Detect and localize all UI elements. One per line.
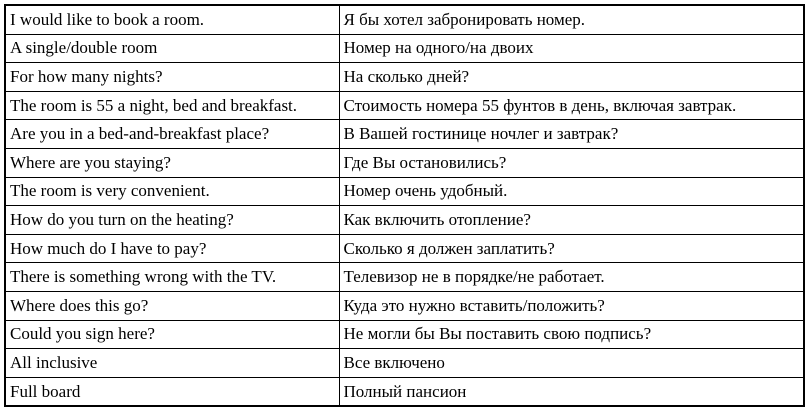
english-phrase: Full board	[5, 377, 339, 406]
russian-translation: Я бы хотел забронировать номер.	[339, 5, 804, 34]
russian-translation: Все включено	[339, 349, 804, 378]
russian-translation: Куда это нужно вставить/положить?	[339, 291, 804, 320]
table-row	[5, 63, 804, 92]
russian-translation: Телевизор не в порядке/не работает.	[339, 263, 804, 292]
english-phrase: Where are you staying?	[5, 148, 339, 177]
russian-translation: Где Вы остановились?	[339, 148, 804, 177]
table-row	[5, 148, 804, 177]
russian-translation: Номер на одного/на двоих	[339, 34, 804, 63]
english-phrase: All inclusive	[5, 349, 339, 378]
english-phrase: Could you sign here?	[5, 320, 339, 349]
english-phrase: How do you turn on the heating?	[5, 206, 339, 235]
table-row	[5, 263, 804, 292]
russian-translation: Стоимость номера 55 фунтов в день, включая завтрак.	[339, 91, 804, 120]
table-row	[5, 34, 804, 63]
table-row	[5, 234, 804, 263]
russian-translation: Не могли бы Вы поставить свою подпись?	[339, 320, 804, 349]
table-row	[5, 349, 804, 378]
english-phrase: For how many nights?	[5, 63, 339, 92]
table-row	[5, 120, 804, 149]
russian-translation: В Вашей гостинице ночлег и завтрак?	[339, 120, 804, 149]
russian-translation: На сколько дней?	[339, 63, 804, 92]
russian-translation: Полный пансион	[339, 377, 804, 406]
table-row	[5, 5, 804, 34]
table-row	[5, 91, 804, 120]
english-phrase: There is something wrong with the TV.	[5, 263, 339, 292]
table-row	[5, 206, 804, 235]
english-phrase: A single/double room	[5, 34, 339, 63]
table-row	[5, 177, 804, 206]
english-phrase: How much do I have to pay?	[5, 234, 339, 263]
table-row	[5, 291, 804, 320]
english-phrase: I would like to book a room.	[5, 5, 339, 34]
english-phrase: Are you in a bed-and-breakfast place?	[5, 120, 339, 149]
russian-translation: Сколько я должен заплатить?	[339, 234, 804, 263]
table-row	[5, 377, 804, 406]
english-phrase: The room is 55 a night, bed and breakfast.	[5, 91, 339, 120]
russian-translation: Как включить отопление?	[339, 206, 804, 235]
table-row	[5, 320, 804, 349]
english-phrase: Where does this go?	[5, 291, 339, 320]
phrase-table	[4, 4, 805, 407]
english-phrase: The room is very convenient.	[5, 177, 339, 206]
russian-translation: Номер очень удобный.	[339, 177, 804, 206]
